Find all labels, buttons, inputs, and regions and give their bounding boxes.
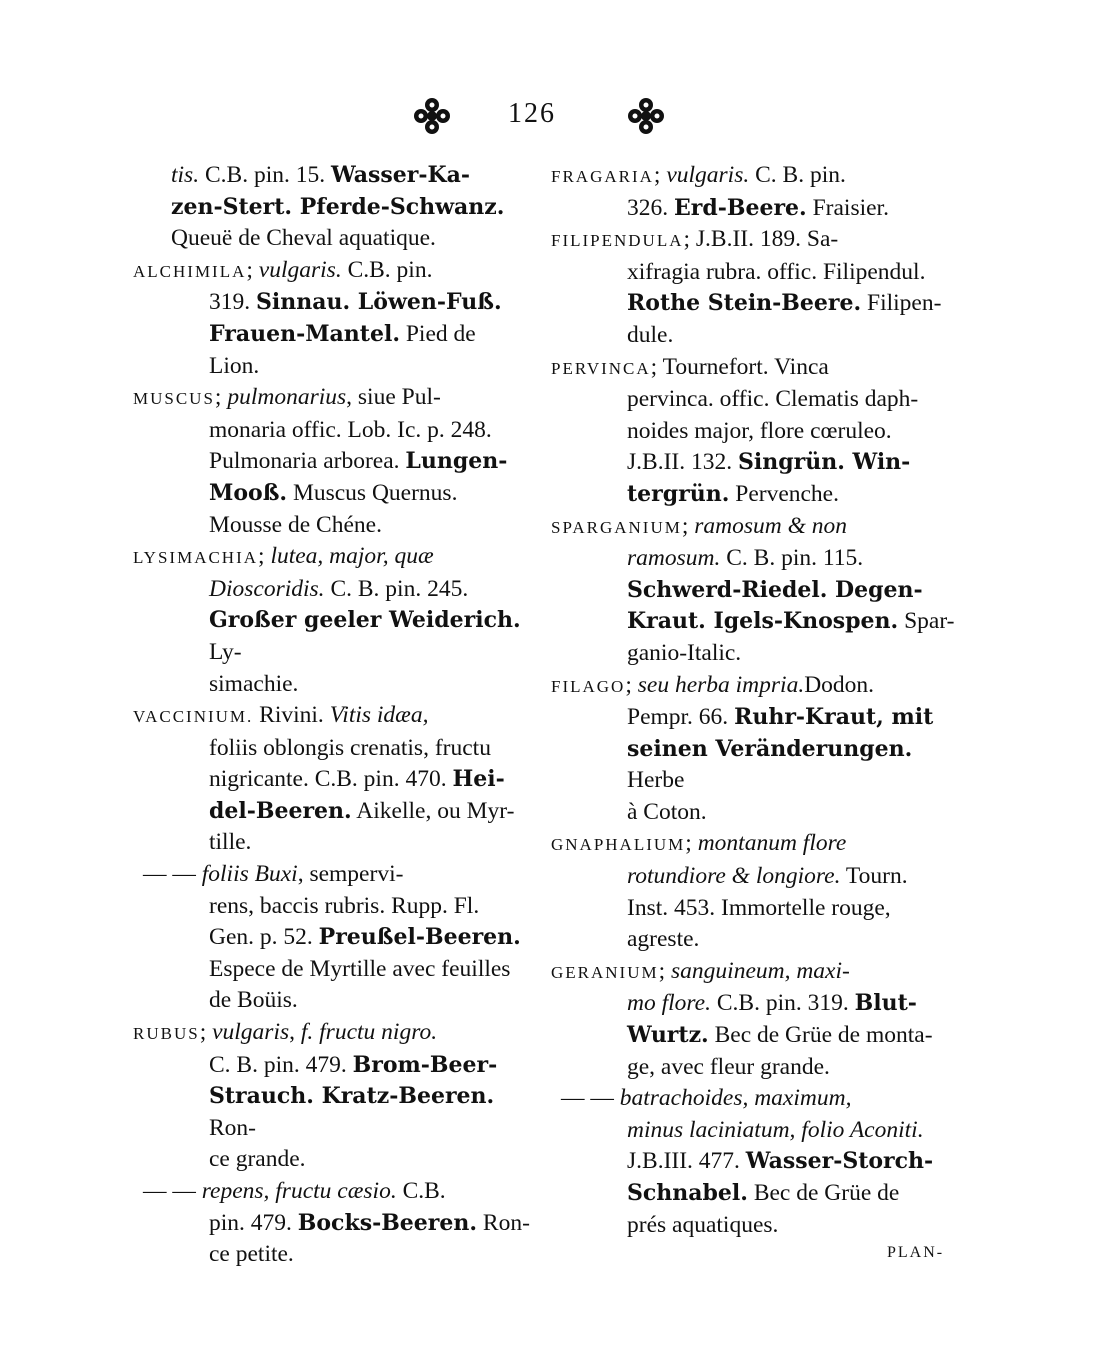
headword: VACCINIUM. bbox=[133, 707, 254, 727]
page-number: 126 bbox=[508, 98, 556, 129]
entry-filago: FILAGO; seu herba impria.Dodon. Pempr. 66. Ruhr-Kraut, mit seinen Veränderungen. Herbe à Coton. bbox=[551, 671, 934, 825]
headword: RUBUS bbox=[133, 1024, 200, 1044]
entry-geranium-batrachoides: — — batrachoides, maximum, minus laciniatum, folio Aconiti. J.B.III. 477. Wasser-Storch- Schnabel. Bec de Grüe de prés aquatiques. bbox=[561, 1085, 934, 1238]
headword: GERANIUM bbox=[551, 962, 659, 982]
catchword: PLAN- bbox=[887, 1244, 945, 1261]
entry-sparganium: SPARGANIUM; ramosum & non ramosum. C. B. pin. 115. Schwerd-Riedel. Degen- Kraut. Igels-Knospen. Spar- ganio-Italic. bbox=[551, 512, 955, 666]
entry-continuation: tis. C.B. pin. 15. Wasser-Ka- zen-Stert. Pferde-Schwanz. Queuë de Cheval aquatique. bbox=[171, 162, 505, 252]
headword: FRAGARIA bbox=[551, 167, 654, 186]
entry-gnaphalium: GNAPHALIUM; montanum flore rotundiore & longiore. Tourn. Inst. 453. Immortelle rouge, agreste. bbox=[551, 830, 908, 953]
headword: MUSCUS bbox=[133, 389, 215, 409]
fleuron-icon bbox=[412, 96, 452, 136]
headword: LYSIMACHIA bbox=[133, 548, 259, 568]
entry-alchimila: ALCHIMILA; vulgaris. C.B. pin. 319. Sinnau. Löwen-Fuß. Frauen-Mantel. Pied de Lion. bbox=[133, 256, 502, 379]
entry-filipendula: FILIPENDULA; J.B.II. 189. Sa- xifragia rubra. offic. Filipendul. Rothe Stein-Beere. Filipen- dule. bbox=[551, 226, 942, 348]
entry-vaccinium-buxi: — — foliis Buxi, sempervi- rens, baccis rubris. Rupp. Fl. Gen. p. 52. Preußel-Beeren. Espece de Myrtille avec feuilles de Boüis. bbox=[143, 861, 521, 1014]
entry-pervinca: PERVINCA; Tournefort. Vinca pervinca. offic. Clematis daph- noides major, flore cœruleo. J.B.II. 132. Singrün. Win- tergrün. Pervenche. bbox=[551, 353, 919, 507]
headword: FILAGO bbox=[551, 676, 626, 696]
headword: FILIPENDULA bbox=[551, 231, 684, 251]
entry-lysimachia: LYSIMACHIA; lutea, major, quæ Dioscoridis. C. B. pin. 245. Großer geeler Weiderich. Ly- simachie. bbox=[133, 543, 521, 697]
headword: SPARGANIUM bbox=[551, 517, 682, 537]
page-header bbox=[0, 96, 1100, 146]
entry-rubus-repens: — — repens, fructu cæsio. C.B. pin. 479. Bocks-Beeren. Ron- ce petite. bbox=[143, 1178, 530, 1268]
entry-rubus: RUBUS; vulgaris, f. fructu nigro. C. B. pin. 479. Brom-Beer- Strauch. Kratz-Beeren. Ron- ce grande. bbox=[133, 1019, 498, 1173]
fleuron-icon bbox=[626, 96, 666, 136]
entry-fragaria: FRAGARIA; vulgaris. C. B. pin. 326. Erd-Beere. Fraisier. bbox=[551, 162, 889, 221]
entry-vaccinium: VACCINIUM. Rivini. Vitis idæa, foliis oblongis crenatis, fructu nigricante. C.B. pin. 470. Hei- del-Beeren. Aikelle, ou Myr- tille. bbox=[133, 702, 515, 856]
headword: GNAPHALIUM bbox=[551, 835, 686, 855]
left-column bbox=[133, 160, 543, 1271]
headword: ALCHIMILA bbox=[133, 261, 247, 281]
right-column bbox=[551, 160, 961, 1241]
entry-geranium: GERANIUM; sanguineum, maxi- mo flore. C.B. pin. 319. Blut- Wurtz. Bec de Grüe de monta- ge, avec fleur grande. bbox=[551, 957, 933, 1080]
headword: PERVINCA bbox=[551, 358, 651, 378]
entry-muscus: MUSCUS; pulmonarius, siue Pul- monaria offic. Lob. Ic. p. 248. Pulmonaria arborea. Lungen- Mooß. Muscus Quernus. Mousse de Chéne. bbox=[133, 384, 508, 538]
